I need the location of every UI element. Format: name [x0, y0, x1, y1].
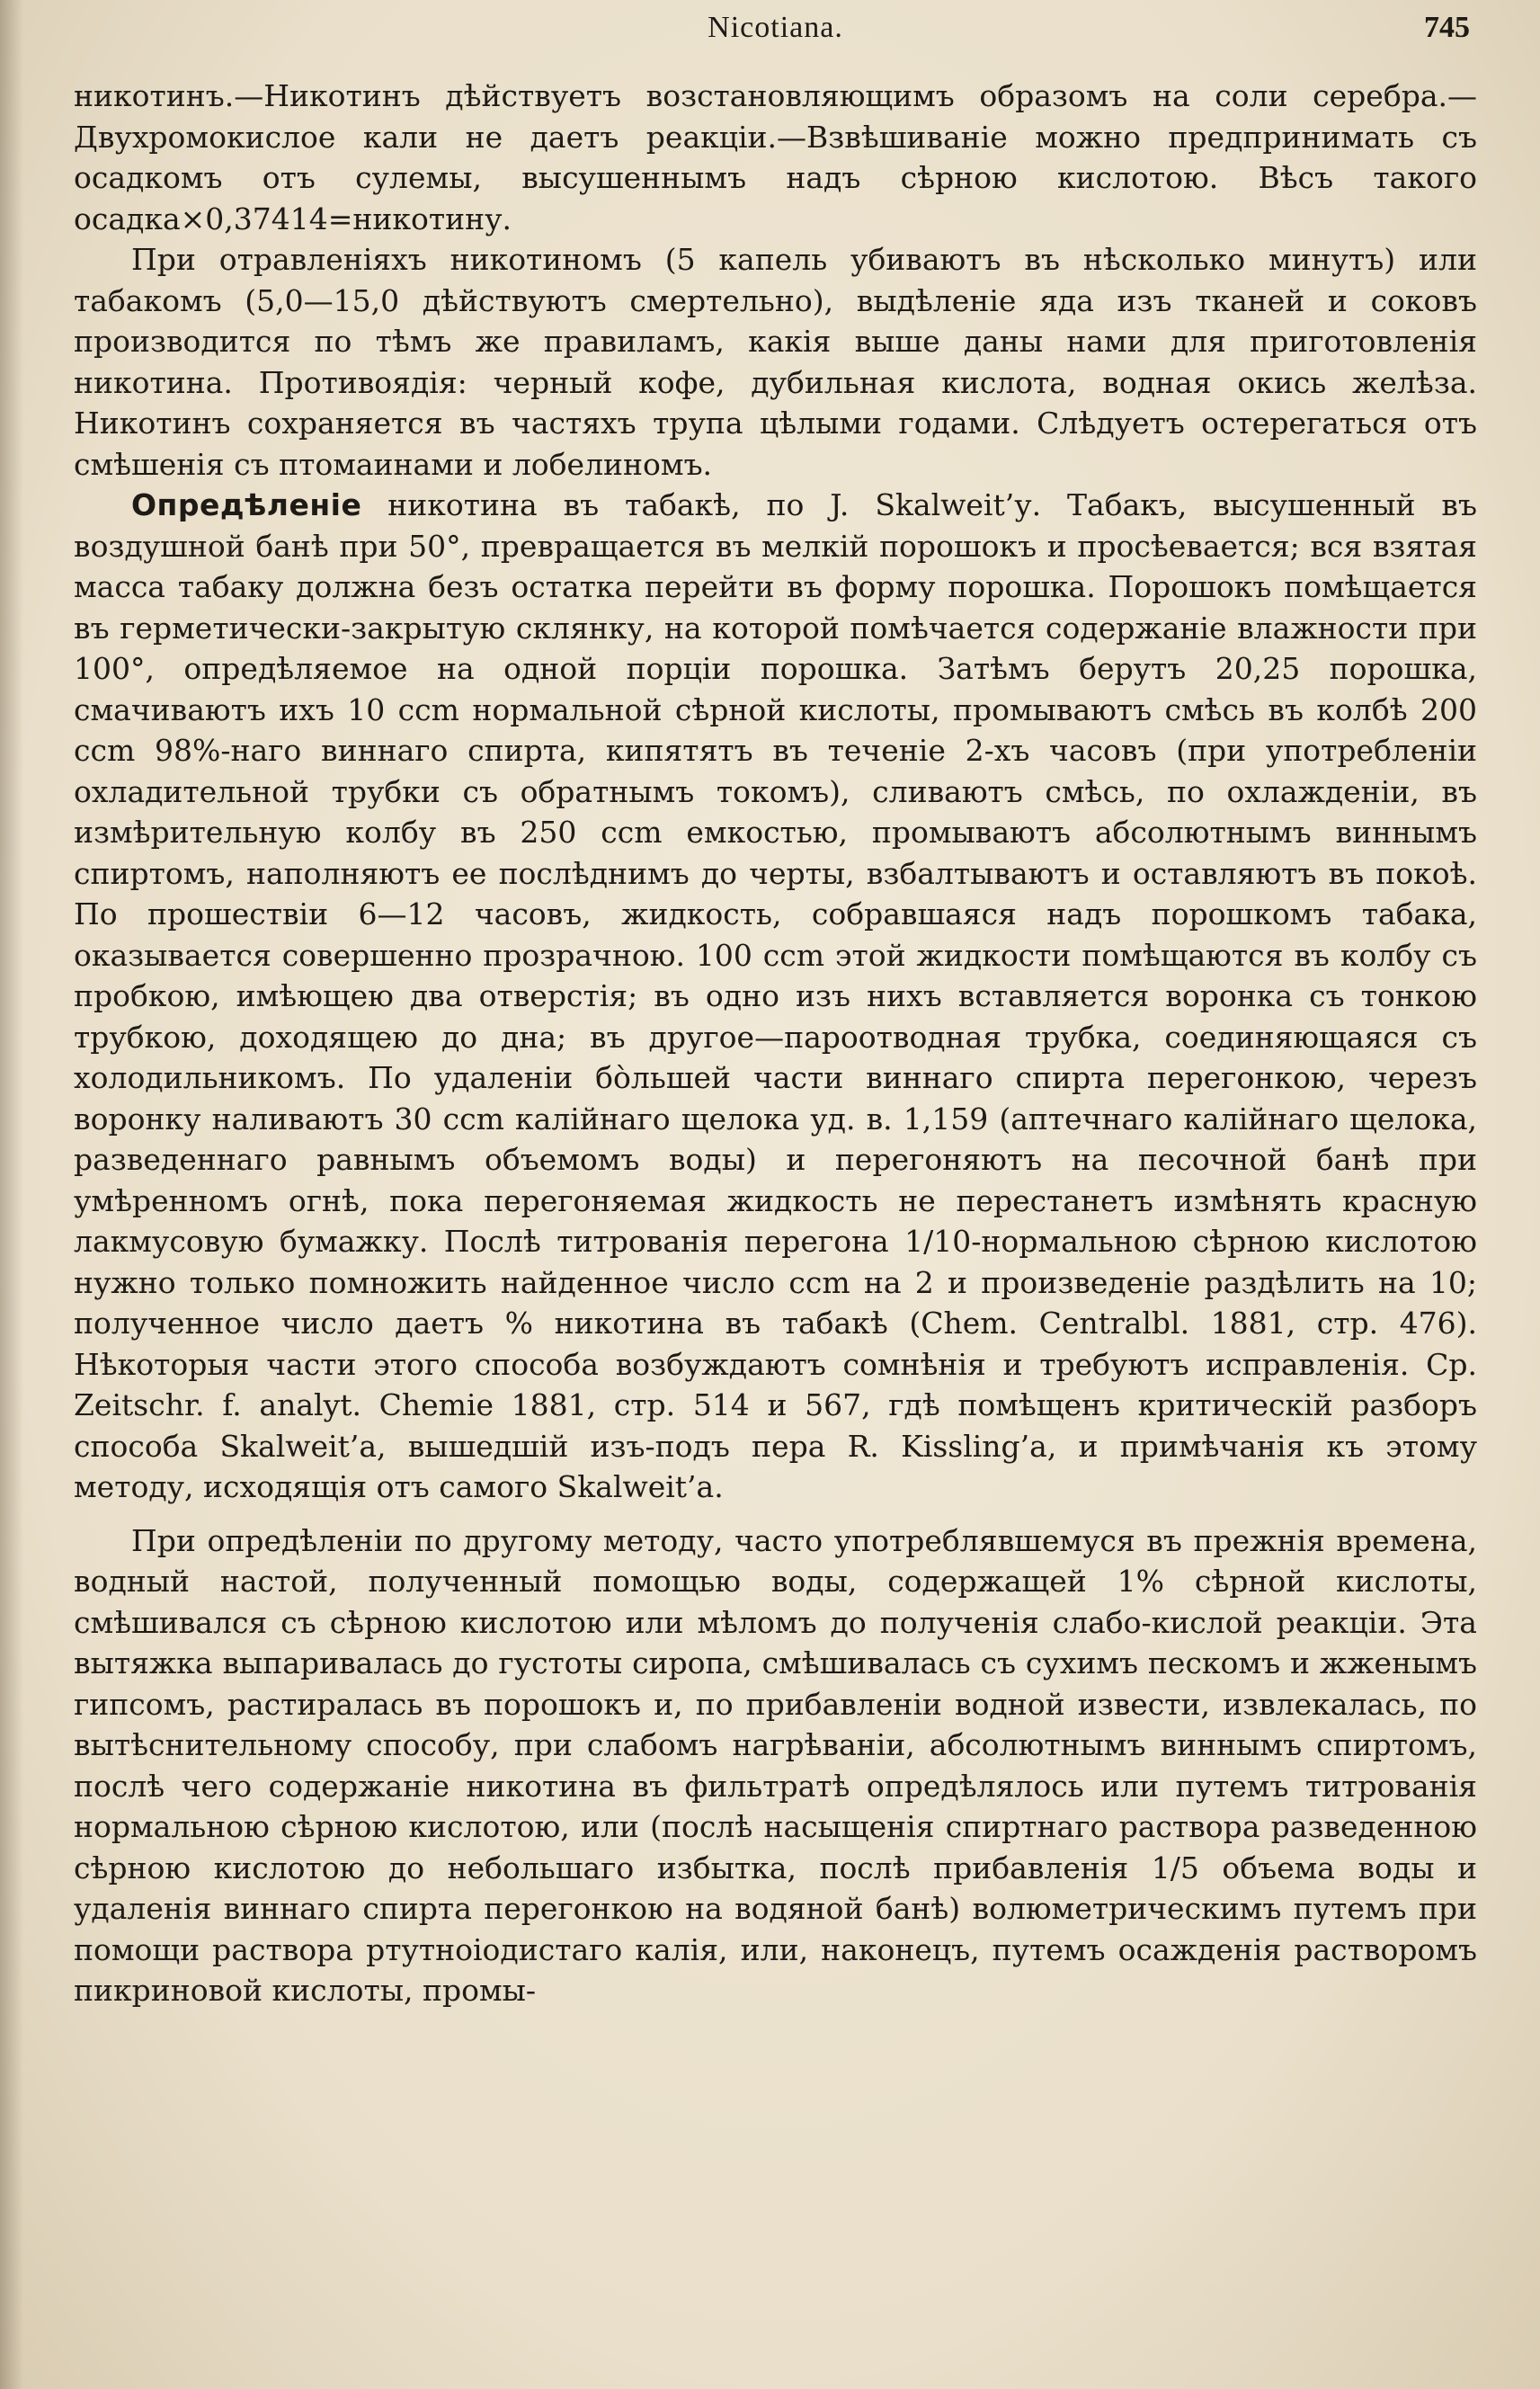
page-gutter-shadow [0, 0, 23, 2389]
paragraph-3 [74, 485, 1477, 1508]
page-number: 745 [1424, 11, 1470, 44]
paragraph-2 [74, 239, 1477, 485]
running-head [74, 0, 1477, 56]
paragraph-4 [74, 1520, 1477, 2011]
paragraph-3-text: никотина въ табакѣ, по J. Skalweit’у. Табакъ, высушенный въ воздушной банѣ при 50°, превращается въ мелкій порошокъ и просѣевается; вся взятая масса табаку должна безъ остатка перейти въ форму порошка. Порошокъ помѣщается въ герметически-закрытую склянку, на которой помѣчается содержаніе влажности при 100°, опредѣляемое на одной порціи порошка. Затѣмъ берутъ 20,25 порошка, смачиваютъ ихъ 10 ccm нормальной сѣрной кислоты, промываютъ смѣсь въ колбѣ 200 ccm 98%-наго виннаго спирта, кипятятъ въ теченіе 2-хъ часовъ (при употребленіи охладительной трубки съ обратнымъ токомъ), сливаютъ смѣсь, по охлажденіи, въ измѣрительную колбу въ 250 ccm емкостью, промываютъ абсолютнымъ виннымъ спиртомъ, наполняютъ ее послѣднимъ до черты, взбалтываютъ и оставляютъ въ покоѣ. По прошествіи 6—12 часовъ, жидкость, собравшаяся надъ порошкомъ табака, оказывается совершенно прозрачною. 100 ccm этой жидкости помѣщаются въ колбу съ пробкою, имѣющею два отверстія; въ одно изъ нихъ вставляется воронка съ тонкою трубкою, доходящею до дна; въ другое—пароотводная трубка, соединяющаяся съ холодильникомъ. По удаленіи бо̀льшей части виннаго спирта перегонкою, черезъ воронку наливаютъ 30 ccm калійнаго щелока уд. в. 1,159 (аптечнаго калійнаго щелока, разведеннаго равнымъ объемомъ воды) и перегоняютъ на песочной банѣ при умѣренномъ огнѣ, пока перегоняемая жидкость не перестанетъ измѣнять красную лакмусовую бумажку. Послѣ титрованія перегона 1/10-нормальною сѣрною кислотою нужно только помножить найденное число ccm на 2 и произведеніе раздѣлить на 10; полученное число даетъ % никотина въ табакѣ (Chem. Centralbl. 1881, стр. 476). Нѣкоторыя части этого способа возбуждаютъ сомнѣнія и требуютъ исправленія. Ср. Zeitschr. f. analyt. Chemie 1881, стр. 514 и 567, гдѣ помѣщенъ критическій разборъ способа Skalweit’а, вышедшій изъ-подъ пера R. Kissling’а, и примѣчанія къ этому методу, исходящія отъ самого Skalweit’а. [74, 487, 1477, 1504]
paragraph-3-lead: Опредѣленіе [131, 487, 362, 522]
paragraph-2-text: При отравленіяхъ никотиномъ (5 капель убиваютъ въ нѣсколько минутъ) или табакомъ (5,0—15,0 дѣйствуютъ смертельно), выдѣленіе яда изъ тканей и соковъ производится по тѣмъ же правиламъ, какія выше даны нами для приготовленія никотина. Противоядія: черный кофе, дубильная кислота, водная окись желѣза. Никотинъ сохраняется въ частяхъ трупа цѣлыми годами. Слѣдуетъ остерегаться отъ смѣшенія съ птомаинами и лобелиномъ. [74, 242, 1477, 482]
paragraph-4-text: При опредѣленіи по другому методу, часто употреблявшемуся въ прежнія времена, водный настой, полученный помощью воды, содержащей 1% сѣрной кислоты, смѣшивался съ сѣрною кислотою или мѣломъ до полученія слабо-кислой реакціи. Эта вытяжка выпаривалась до густоты сиропа, смѣшивалась съ сухимъ пескомъ и жженымъ гипсомъ, растиралась въ порошокъ и, по прибавленіи водной извести, извлекалась, по вытѣснительному способу, при слабомъ нагрѣваніи, абсолютнымъ виннымъ спиртомъ, послѣ чего содержаніе никотина въ фильтратѣ опредѣлялось или путемъ титрованія нормальною сѣрною кислотою, или (послѣ насыщенія спиртнаго раствора разведенною сѣрною кислотою до небольшаго избытка, послѣ прибавленія 1/5 объема воды и удаленія виннаго спирта перегонкою на водяной банѣ) волюметрическимъ путемъ при помощи раствора ртутноіодистаго калія, или, наконецъ, путемъ осажденія растворомъ пикриновой кислоты, промы- [74, 1522, 1477, 2008]
running-title: Nicotiana. [708, 11, 843, 44]
paragraph-1-text: никотинъ.—Никотинъ дѣйствуетъ возстановляющимъ образомъ на соли серебра.—Двухромокислое кали не даетъ реакціи.—Взвѣшиваніе можно предпринимать съ осадкомъ отъ сулемы, высушеннымъ надъ сѣрною кислотою. Вѣсъ такого осадка×0,37414=никотину. [74, 78, 1477, 236]
paragraph-1 [74, 76, 1477, 239]
